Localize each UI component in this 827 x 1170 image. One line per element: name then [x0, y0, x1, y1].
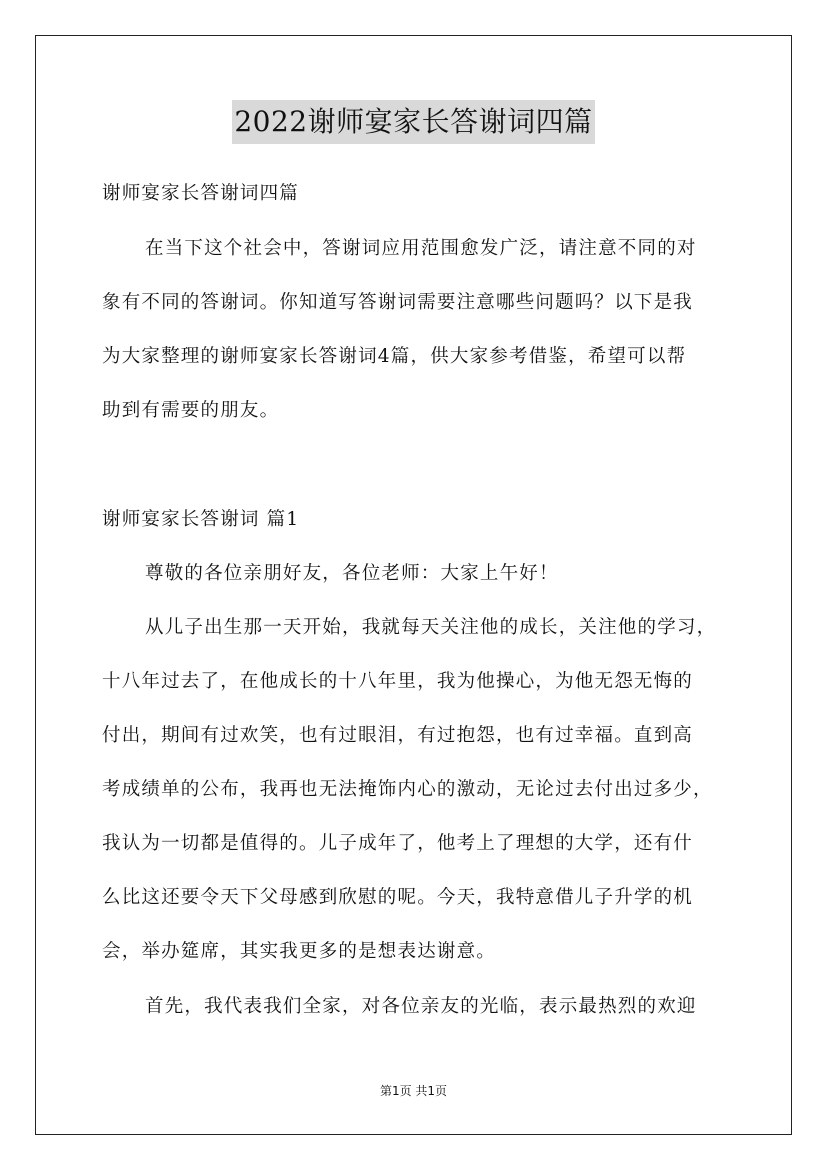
intro-line-2: 象有不同的答谢词。你知道写答谢词需要注意哪些问题吗？以下是我 [102, 292, 694, 313]
body-line-4: 考成绩单的公布，我再也无法掩饰内心的激动，无论过去付出过多少， [102, 779, 713, 800]
document-title-container [0, 100, 827, 144]
page-number: 第1页 共1页 [379, 1084, 448, 1098]
intro-line-1: 在当下这个社会中，答谢词应用范围愈发广泛，请注意不同的对 [145, 238, 697, 259]
body-line-6: 么比这还要令天下父母感到欣慰的呢。今天，我特意借儿子升学的机 [102, 887, 694, 908]
body-line-3: 付出，期间有过欢笑，也有过眼泪，有过抱怨，也有过幸福。直到高 [102, 725, 694, 746]
section-heading: 谢师宴家长答谢词 篇1 [102, 509, 300, 530]
page-footer [0, 1082, 827, 1100]
body-line-1: 从儿子出生那一天开始，我就每天关注他的成长，关注他的学习， [145, 617, 717, 638]
last-line: 首先，我代表我们全家，对各位亲友的光临，表示最热烈的欢迎 [145, 996, 697, 1017]
document-subtitle: 谢师宴家长答谢词四篇 [102, 183, 300, 204]
body-line-2: 十八年过去了，在他成长的十八年里，我为他操心，为他无怨无悔的 [102, 671, 694, 692]
document-title: 2022谢师宴家长答谢词四篇 [232, 100, 594, 144]
intro-line-3: 为大家整理的谢师宴家长答谢词4篇，供大家参考借鉴，希望可以帮 [102, 346, 687, 367]
intro-line-4: 助到有需要的朋友。 [102, 400, 280, 421]
greeting-line: 尊敬的各位亲朋好友，各位老师：大家上午好！ [145, 563, 559, 584]
body-line-5: 我认为一切都是值得的。儿子成年了，他考上了理想的大学，还有什 [102, 833, 694, 854]
body-line-7: 会，举办筵席，其实我更多的是想表达谢意。 [102, 941, 497, 962]
